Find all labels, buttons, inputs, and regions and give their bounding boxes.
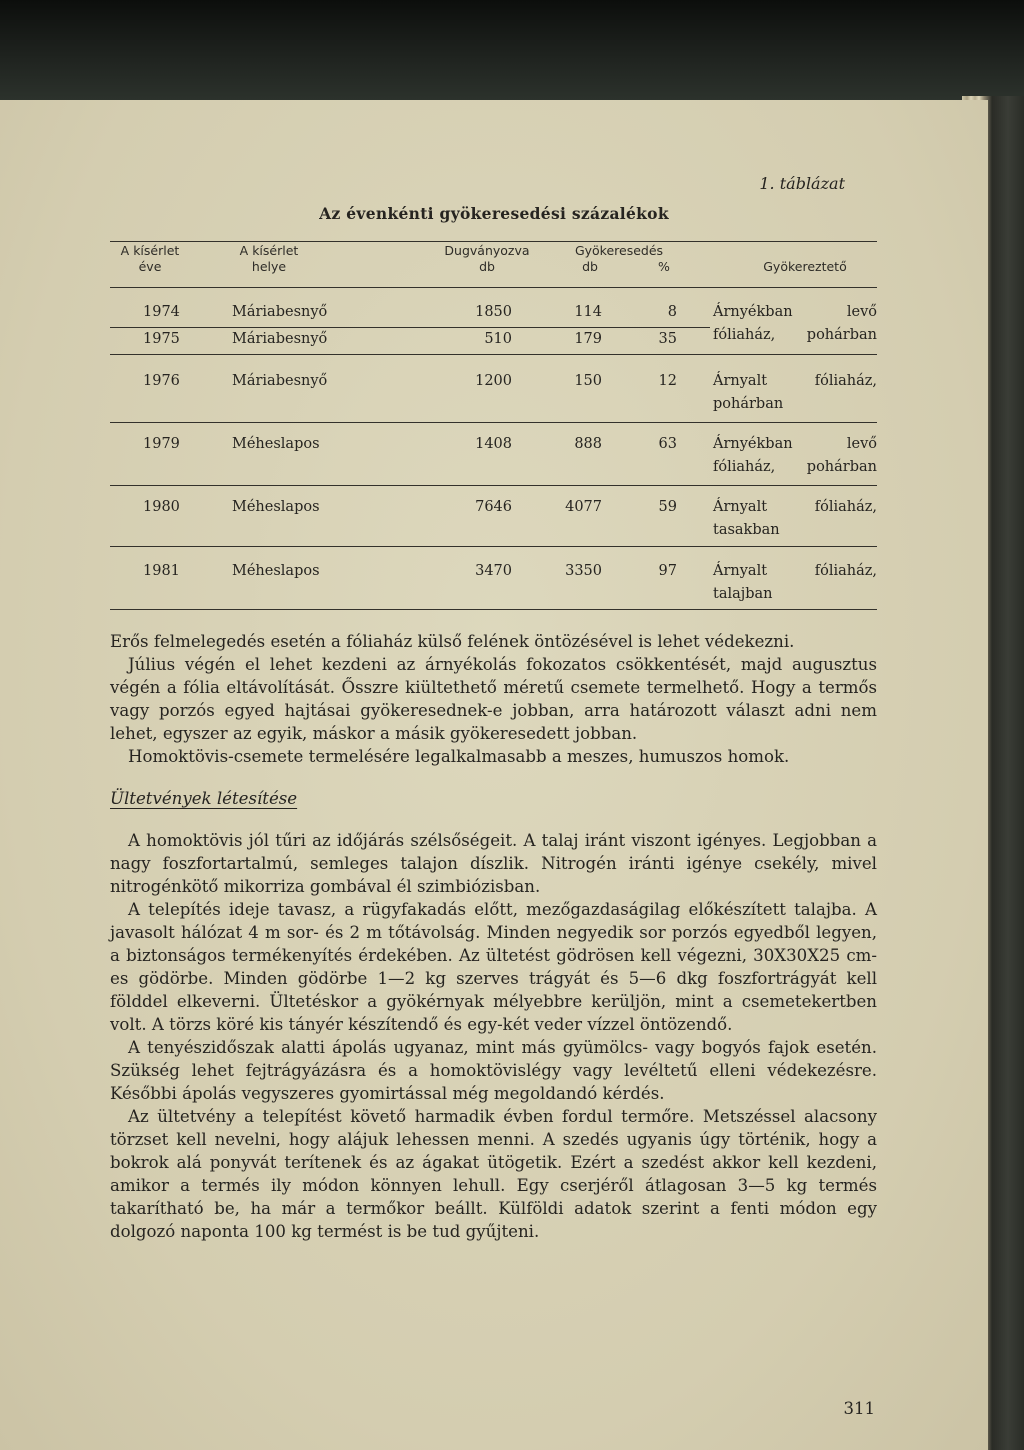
row-1980-pct: 59 [658,499,677,515]
row-1979-place: Méheslapos [232,436,320,452]
row-1975-year: 1975 [143,331,180,347]
row-1981-place: Méheslapos [232,563,320,579]
row-1980-year: 1980 [143,499,180,515]
row-1981-method: Árnyalt fóliaház, talajban [713,563,877,602]
row-1980-rooted: 4077 [565,499,602,515]
table-caption: 1. táblázat [759,174,845,193]
row-rule-1979 [110,485,877,486]
row-1976-place: Máriabesnyő [232,373,328,389]
row-1976-rooted: 150 [574,373,602,389]
row-1976-cuttings: 1200 [475,373,512,389]
row-1979-cuttings: 1408 [475,436,512,452]
row-1974-method: Árnyékban levő [713,304,877,320]
row-1976-pct: 12 [658,373,677,389]
paragraph-1: Erős felmelegedés esetén a fóliaház külső felének öntözésével is lehet védekezni. [110,632,795,651]
row-1979-year: 1979 [143,436,180,452]
header-rooting-db: db [582,259,598,274]
header-place-line2: helye [251,259,287,274]
row-1974-rooted: 114 [574,304,602,320]
header-method: Gyökereztető [763,259,847,274]
row-1981-cuttings: 3470 [475,563,512,579]
table-header-rule [110,287,877,288]
row-rule-1976 [110,422,877,423]
header-place-line1: A kísérlet [239,243,299,258]
header-cuttings [434,243,540,275]
section-heading: Ültetvények létesítése [110,789,298,808]
paragraph-2: Július végén el lehet kezdeni az árnyékolás fokozatos csökkentését, majd augusztus végén a fólia eltávolítását. Ősszre kiültethető méretű csemete termelhető. Hogy a termős vagy porzós egyed hajtásai gyökeresednek-e jobban, arra határozott választ adni nem lehet, egyszer az egyik, máskor a másik gyökeresedett jobban. [110,655,877,743]
row-1976-method: Árnyalt fóliaház, pohárban [713,373,877,412]
row-1981-pct: 97 [658,563,677,579]
book-page [0,100,988,1450]
row-1980-method: Árnyalt fóliaház, tasakban [713,499,877,538]
paragraph-6: A tenyészidőszak alatti ápolás ugyanaz, mint más gyümölcs- vagy bogyós fajok esetén. Szükség lehet fejtrágyázásra és a homoktövislégy vagy levéltetű elleni védekezésre. Későbbi ápolás vegyszeres gyomirtással még megoldandó kérdés. [110,1038,877,1103]
paragraph-3: Homoktövis-csemete termelésére legalkalmasabb a meszes, humuszos homok. [128,747,790,766]
row-1974-year: 1974 [143,304,180,320]
header-year-line2: éve [138,259,162,274]
row-1975-pct: 35 [658,331,677,347]
row-1981-year: 1981 [143,563,180,579]
row-1975-rooted: 179 [574,331,602,347]
row-1980-cuttings: 7646 [475,499,512,515]
table-top-rule [110,241,877,242]
row-1975-place: Máriabesnyő [232,331,328,347]
row-rule-1975 [110,354,877,355]
row-1981-rooted: 3350 [565,563,602,579]
header-year [112,243,188,275]
row-1975-cuttings: 510 [484,331,512,347]
paragraph-5: A telepítés ideje tavasz, a rügyfakadás előtt, mezőgazdaságilag előkészített talajba. A javasolt hálózat 4 m sor- és 2 m tőtávolság. Minden negyedik sor porzós egyedből legyen, a biztonságos termékenyítés érdekében. Az ültetést gödrösen kell végezni, 30X30X25 cm-es gödörbe. Minden gödörbe 1—2 kg szerves trágyát és 5—6 dkg foszfortrágyát kell földdel elkeverni. Ültetéskor a gyökérnyak mélyebbre kerüljön, mint a csemetekertben volt. A törzs köré kis tányér készítendő és egy-két veder vízzel öntözendő. [110,900,877,1034]
row-1976-year: 1976 [143,373,180,389]
header-rooting: Gyökeresedés [574,243,664,258]
row-1974-place: Máriabesnyő [232,304,328,320]
row-1974-pct: 8 [667,304,677,320]
row-1979-pct: 63 [658,436,677,452]
row-1979-rooted: 888 [574,436,602,452]
body-text [110,630,877,1243]
row-1974-cuttings: 1850 [475,304,512,320]
row-1980-place: Méheslapos [232,499,320,515]
header-cuttings-line1: Dugványozva [444,243,530,258]
table-bottom-rule [110,609,877,610]
header-rooting-pct: % [658,259,670,274]
page-number: 311 [843,1399,875,1418]
header-cuttings-line2: db [479,259,495,274]
paragraph-7: Az ültetvény a telepítést követő harmadik évben fordul termőre. Metszéssel alacsony törzset kell nevelni, hogy alájuk lehessen menni. A szedés ugyanis úgy történik, hogy a bokrok alá ponyvát terítenek és az ágakat ütögetik. Ezért a szedést akkor kell kezdeni, amikor a termés ily módon könnyen lehull. Egy cserjéről átlagosan 3—5 kg termés takarítható be, ha már a termőkor beállt. Külföldi adatok szerint a fenti módon egy dolgozó naponta 100 kg termést is be tud gyűjteni. [110,1107,877,1241]
paragraph-4: A homoktövis jól tűri az időjárás szélsőségeit. A talaj iránt viszont igényes. Legjobban a nagy foszfortartalmú, semleges talajon díszlik. Nitrogén iránti igénye csekély, mivel nitrogénkötő mikorriza gombával él szimbiózisban. [110,831,877,896]
row-rule-1980 [110,546,877,547]
row-1975-method: fóliaház, pohárban [713,327,877,343]
row-1979-method: Árnyékban levő fóliaház, pohárban [713,436,877,475]
row-rule-1974 [110,327,710,328]
header-place [226,243,312,275]
header-year-line1: A kísérlet [120,243,180,258]
table-title: Az évenkénti gyökeresedési százalékok [319,204,669,223]
scan-top-edge [0,0,1024,104]
